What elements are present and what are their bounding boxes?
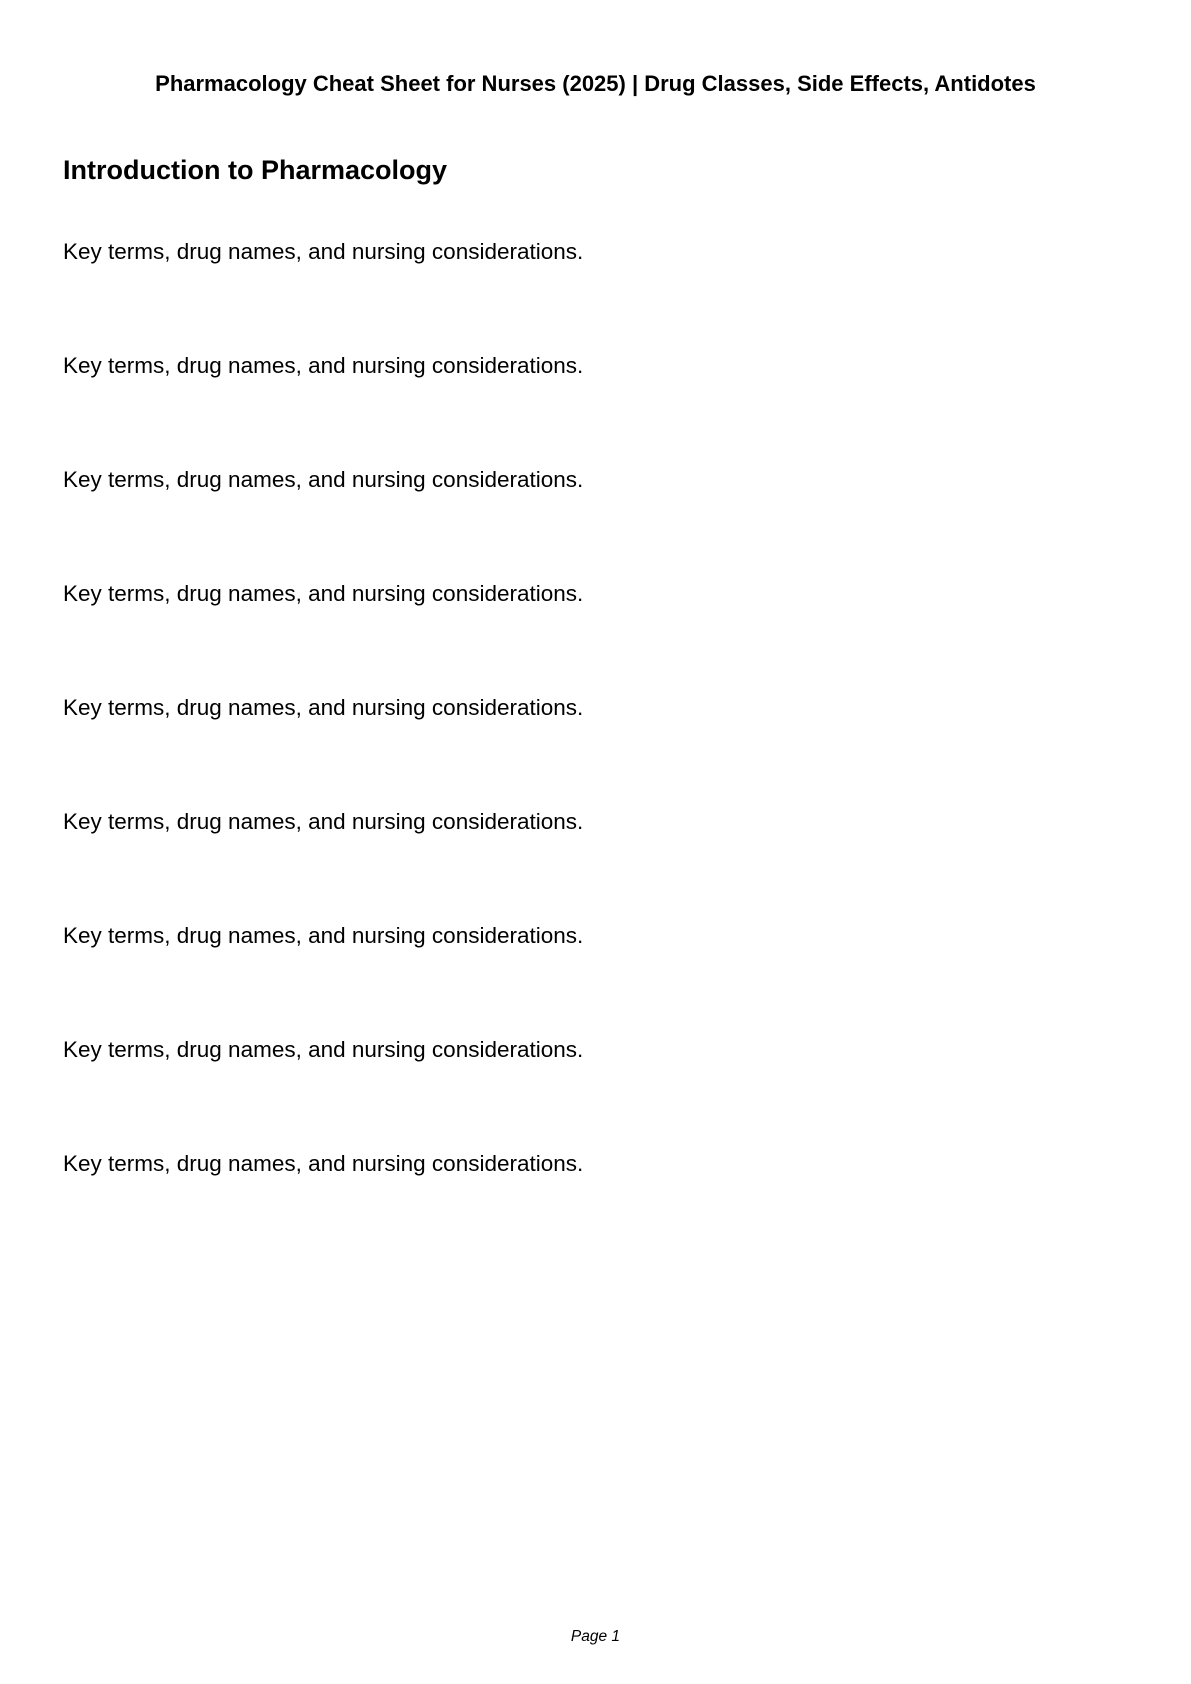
paragraph-list (63, 238, 1123, 1264)
document-title: Pharmacology Cheat Sheet for Nurses (2025) | Drug Classes, Side Effects, Antidotes (155, 71, 1036, 96)
paragraph: Key terms, drug names, and nursing considerations. (63, 239, 584, 264)
paragraph: Key terms, drug names, and nursing considerations. (63, 809, 584, 834)
paragraph: Key terms, drug names, and nursing considerations. (63, 1037, 584, 1062)
page-number: Page 1 (570, 1628, 621, 1645)
paragraph: Key terms, drug names, and nursing considerations. (63, 467, 584, 492)
section-heading: Introduction to Pharmacology (63, 155, 448, 185)
paragraph: Key terms, drug names, and nursing considerations. (63, 923, 584, 948)
paragraph: Key terms, drug names, and nursing considerations. (63, 1151, 584, 1176)
paragraph: Key terms, drug names, and nursing considerations. (63, 695, 584, 720)
paragraph: Key terms, drug names, and nursing considerations. (63, 581, 584, 606)
paragraph: Key terms, drug names, and nursing considerations. (63, 353, 584, 378)
